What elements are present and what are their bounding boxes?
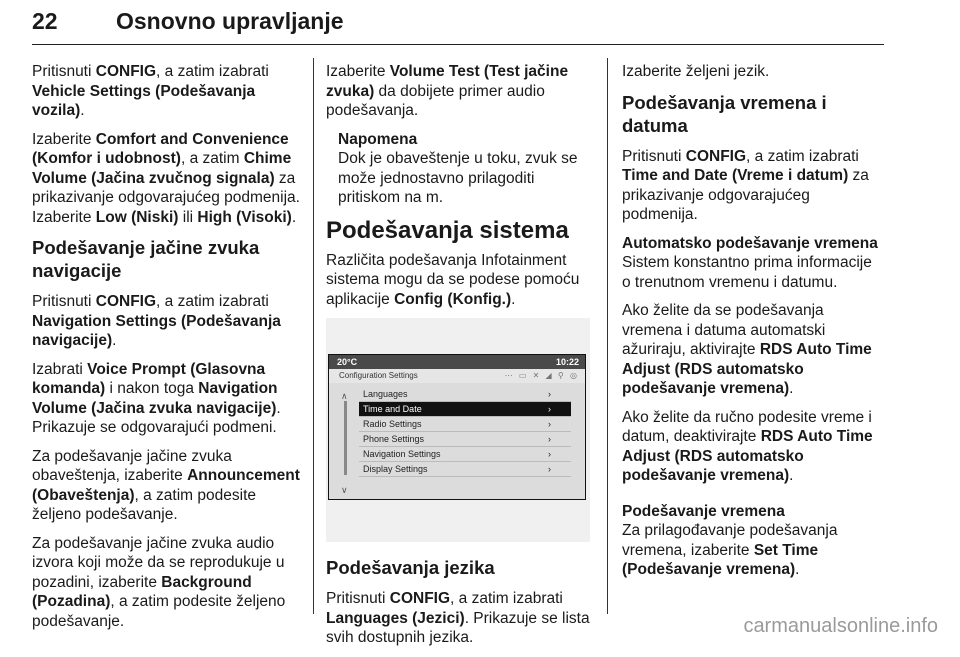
menu-item[interactable] [359, 402, 571, 417]
paragraph: Sistem konstantno prima informacije o trenutnom vremenu i datumu. [622, 254, 872, 291]
menu-item-label: Phone Settings [363, 434, 425, 444]
subheading: Podešavanje vremena [622, 502, 785, 520]
paragraph: Izaberite Comfort and Convenience (Komfor i udobnost), a zatim Chime Volume (Jačina zvučnog signala) za prikazivanje odgovarajućeg podmenija. Izaberite Low (Niski) ili High (Visoki). [32, 130, 300, 226]
section-heading: Podešavanja vremena i datuma [622, 91, 827, 136]
subheading: Automatsko podešavanje vremena [622, 234, 878, 252]
section-heading: Podešavanja jezika [326, 557, 495, 578]
scroll-up-icon[interactable]: ∧ [341, 391, 348, 401]
paragraph: Za prilagođavanje podešavanja vremena, izaberite Set Time (Podešavanje vremena). [622, 522, 838, 578]
watermark: carmanualsonline.info [743, 615, 938, 637]
config-screenshot [326, 318, 590, 542]
chevron-right-icon: › [548, 419, 551, 429]
column-1 [32, 62, 302, 640]
menu-item[interactable] [359, 387, 571, 402]
menu-item[interactable] [359, 417, 571, 432]
column-divider [607, 58, 608, 614]
page-title: Osnovno upravljanje [116, 8, 344, 34]
paragraph: Ako želite da ručno podesite vreme i datum, deaktivirajte RDS Auto Time Adjust (RDS automatsko podešavanje vremena). [622, 408, 873, 484]
paragraph: Pritisnuti CONFIG, a zatim izabrati Vehicle Settings (Podešavanja vozila). [32, 63, 269, 119]
column-2 [326, 62, 594, 657]
menu-item[interactable] [359, 447, 571, 462]
status-icons: ⋯ ▭ ✕ ◢ ⚲ ◎ [504, 371, 579, 380]
settings-list [359, 387, 571, 477]
scroll-down-icon[interactable]: ∨ [341, 485, 348, 495]
note-text: Dok je obaveštenje u toku, zvuk se može jednostavno prilagoditi pritiskom na m. [338, 150, 578, 206]
paragraph: Ako želite da se podešavanja vremena i datuma automatski ažuriraju, aktivirajte RDS Auto Time Adjust (RDS automatsko podešavanje vremena). [622, 302, 872, 397]
chevron-right-icon: › [548, 404, 551, 414]
paragraph: Izabrati Voice Prompt (Glasovna komanda) i nakon toga Navigation Volume (Jačina zvuka navigacije). Prikazuje se odgovarajući podmeni. [32, 360, 281, 436]
paragraph: Različita podešavanja Infotainment sistema mogu da se podese pomoću aplikacije Config (Konfig.). [326, 251, 580, 308]
column-divider [313, 58, 314, 614]
scroll-control[interactable] [339, 387, 353, 495]
column-3 [622, 62, 884, 589]
paragraph: Pritisnuti CONFIG, a zatim izabrati Time and Date (Vreme i datum) za prikazivanje odgovarajućeg podmenija. [622, 147, 869, 223]
chevron-right-icon: › [548, 449, 551, 459]
clock: 10:22 [555, 357, 579, 367]
status-bar [329, 355, 585, 369]
infotainment-screen [328, 354, 586, 500]
paragraph: Pritisnuti CONFIG, a zatim izabrati Languages (Jezici). Prikazuje se lista svih dostupnih jezika. [326, 590, 590, 646]
paragraph: Za podešavanje jačine zvuka obaveštenja, izaberite Announcement (Obaveštenja), a zatim podesite željeno podešavanje. [32, 447, 300, 523]
menu-item-label: Languages [363, 389, 408, 399]
paragraph: Izaberite željeni jezik. [622, 63, 770, 80]
paragraph: Za podešavanje jačine zvuka audio izvora koji može da se reprodukuje u pozadini, izaberite Background (Pozadina), a zatim podesite željeno podešavanje. [32, 534, 286, 630]
menu-area [329, 383, 585, 499]
menu-title: Configuration Settings [339, 371, 418, 380]
section-heading: Podešavanje jačine zvuka navigacije [32, 237, 260, 281]
page-number: 22 [32, 8, 58, 34]
menu-item-label: Display Settings [363, 464, 428, 474]
chevron-right-icon: › [548, 464, 551, 474]
menu-item-label: Time and Date [363, 404, 422, 414]
paragraph: Pritisnuti CONFIG, a zatim izabrati Navigation Settings (Podešavanja navigacije). [32, 293, 281, 349]
menu-item-label: Navigation Settings [363, 449, 441, 459]
menu-item-label: Radio Settings [363, 419, 422, 429]
menu-title-bar [329, 369, 585, 383]
mute-icon: m [425, 189, 439, 206]
menu-item[interactable] [359, 432, 571, 447]
page-header [32, 4, 884, 45]
chevron-right-icon: › [548, 389, 551, 399]
note-title: Napomena [338, 130, 418, 148]
note-box [326, 130, 594, 208]
scrollbar[interactable] [344, 401, 347, 475]
paragraph: Izaberite Volume Test (Test jačine zvuka) da dobijete primer audio podešavanja. [326, 63, 569, 119]
temperature: 20°C [337, 357, 358, 367]
menu-item[interactable] [359, 462, 571, 477]
section-heading: Podešavanja sistema [326, 216, 569, 244]
chevron-right-icon: › [548, 434, 551, 444]
